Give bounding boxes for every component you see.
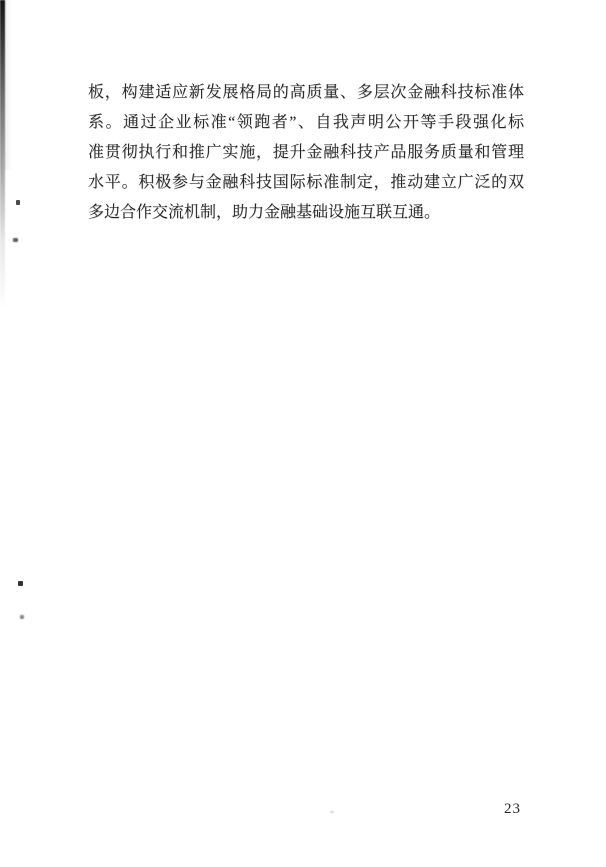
body-paragraph [88, 78, 524, 228]
body-text-line: 准贯彻执行和推广实施，提升金融科技产品服务质量和管理 [88, 144, 524, 161]
scan-speck [16, 200, 20, 205]
scan-speck [18, 581, 23, 586]
body-text-line: 水平。积极参与金融科技国际标准制定，推动建立广泛的双 [88, 174, 524, 191]
body-text-line: 系。通过企业标准“领跑者”、自我声明公开等手段强化标 [88, 114, 524, 131]
scan-speck [330, 811, 334, 813]
scan-speck [13, 238, 18, 242]
scan-edge-artifact [0, 0, 5, 310]
page-number: 23 [504, 801, 521, 817]
body-text-line: 板，构建适应新发展格局的高质量、多层次金融科技标准体 [88, 84, 524, 101]
body-text-line: 多边合作交流机制，助力金融基础设施互联互通。 [88, 204, 441, 221]
scan-speck [20, 615, 24, 619]
